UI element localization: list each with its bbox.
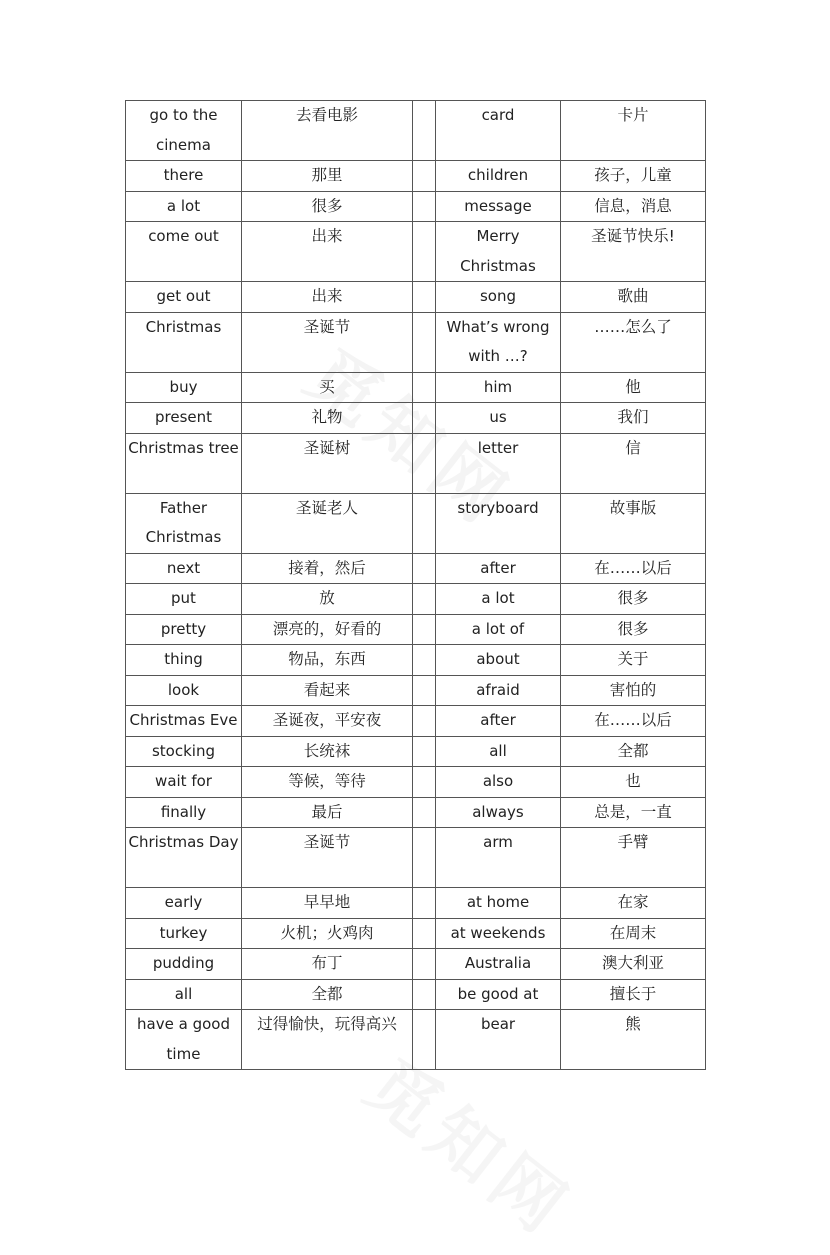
english-word-left: come out	[126, 222, 242, 282]
chinese-meaning-right: 害怕的	[561, 675, 706, 706]
english-word-right: always	[436, 797, 561, 828]
english-word-left: Christmas Day	[126, 828, 242, 888]
spacer-cell	[413, 736, 436, 767]
spacer-cell	[413, 101, 436, 161]
table-row	[126, 493, 706, 553]
english-word-right: message	[436, 191, 561, 222]
english-word-left: present	[126, 403, 242, 434]
chinese-meaning-left: 圣诞节	[242, 828, 413, 888]
chinese-meaning-left: 等候，等待	[242, 767, 413, 798]
english-word-right: Australia	[436, 949, 561, 980]
chinese-meaning-right: 信息，消息	[561, 191, 706, 222]
english-word-right: What’s wrong with …?	[436, 312, 561, 372]
chinese-meaning-right: 在周末	[561, 918, 706, 949]
chinese-meaning-left: 买	[242, 372, 413, 403]
chinese-meaning-right: 信	[561, 433, 706, 493]
spacer-cell	[413, 797, 436, 828]
spacer-cell	[413, 433, 436, 493]
english-word-right: song	[436, 282, 561, 313]
table-row	[126, 1010, 706, 1070]
english-word-right: a lot of	[436, 614, 561, 645]
spacer-cell	[413, 767, 436, 798]
english-word-left: stocking	[126, 736, 242, 767]
table-row	[126, 675, 706, 706]
spacer-cell	[413, 949, 436, 980]
table-row	[126, 101, 706, 161]
table-row	[126, 949, 706, 980]
spacer-cell	[413, 222, 436, 282]
table-row	[126, 767, 706, 798]
spacer-cell	[413, 584, 436, 615]
english-word-left: early	[126, 888, 242, 919]
english-word-left: all	[126, 979, 242, 1010]
chinese-meaning-right: 关于	[561, 645, 706, 676]
table-row	[126, 553, 706, 584]
table-row	[126, 403, 706, 434]
table-row	[126, 372, 706, 403]
chinese-meaning-left: 那里	[242, 161, 413, 192]
spacer-cell	[413, 706, 436, 737]
english-word-right: bear	[436, 1010, 561, 1070]
spacer-cell	[413, 161, 436, 192]
english-word-left: Father Christmas	[126, 493, 242, 553]
english-word-right: at home	[436, 888, 561, 919]
english-word-right: after	[436, 553, 561, 584]
english-word-left: next	[126, 553, 242, 584]
chinese-meaning-right: 澳大利亚	[561, 949, 706, 980]
chinese-meaning-right: 我们	[561, 403, 706, 434]
chinese-meaning-right: 擅长于	[561, 979, 706, 1010]
chinese-meaning-left: 圣诞树	[242, 433, 413, 493]
chinese-meaning-left: 很多	[242, 191, 413, 222]
chinese-meaning-right: 卡片	[561, 101, 706, 161]
chinese-meaning-left: 最后	[242, 797, 413, 828]
chinese-meaning-left: 去看电影	[242, 101, 413, 161]
english-word-right: card	[436, 101, 561, 161]
chinese-meaning-left: 出来	[242, 222, 413, 282]
spacer-cell	[413, 888, 436, 919]
chinese-meaning-left: 布丁	[242, 949, 413, 980]
table-row	[126, 433, 706, 493]
english-word-left: there	[126, 161, 242, 192]
spacer-cell	[413, 918, 436, 949]
table-row	[126, 645, 706, 676]
vocabulary-table	[125, 100, 706, 1070]
chinese-meaning-left: 看起来	[242, 675, 413, 706]
spacer-cell	[413, 553, 436, 584]
english-word-right: afraid	[436, 675, 561, 706]
chinese-meaning-left: 物品，东西	[242, 645, 413, 676]
spacer-cell	[413, 828, 436, 888]
english-word-left: Christmas tree	[126, 433, 242, 493]
vocabulary-table-body	[126, 101, 706, 1070]
chinese-meaning-right: 全都	[561, 736, 706, 767]
english-word-left: a lot	[126, 191, 242, 222]
chinese-meaning-left: 接着，然后	[242, 553, 413, 584]
chinese-meaning-right: 很多	[561, 584, 706, 615]
chinese-meaning-left: 早早地	[242, 888, 413, 919]
chinese-meaning-right: 歌曲	[561, 282, 706, 313]
spacer-cell	[413, 675, 436, 706]
table-row	[126, 161, 706, 192]
chinese-meaning-right: 孩子，儿童	[561, 161, 706, 192]
english-word-right: him	[436, 372, 561, 403]
english-word-right: us	[436, 403, 561, 434]
spacer-cell	[413, 979, 436, 1010]
english-word-left: look	[126, 675, 242, 706]
english-word-left: pretty	[126, 614, 242, 645]
english-word-right: all	[436, 736, 561, 767]
english-word-right: after	[436, 706, 561, 737]
table-row	[126, 312, 706, 372]
spacer-cell	[413, 645, 436, 676]
chinese-meaning-left: 漂亮的，好看的	[242, 614, 413, 645]
english-word-left: go to the cinema	[126, 101, 242, 161]
spacer-cell	[413, 493, 436, 553]
english-word-right: Merry Christmas	[436, 222, 561, 282]
english-word-left: pudding	[126, 949, 242, 980]
english-word-right: letter	[436, 433, 561, 493]
table-row	[126, 979, 706, 1010]
english-word-right: at weekends	[436, 918, 561, 949]
english-word-left: Christmas	[126, 312, 242, 372]
spacer-cell	[413, 372, 436, 403]
chinese-meaning-right: 总是，一直	[561, 797, 706, 828]
chinese-meaning-right: 熊	[561, 1010, 706, 1070]
chinese-meaning-right: ……怎么了	[561, 312, 706, 372]
chinese-meaning-left: 出来	[242, 282, 413, 313]
english-word-left: get out	[126, 282, 242, 313]
chinese-meaning-right: 他	[561, 372, 706, 403]
english-word-right: a lot	[436, 584, 561, 615]
english-word-left: thing	[126, 645, 242, 676]
table-row	[126, 584, 706, 615]
chinese-meaning-right: 在……以后	[561, 553, 706, 584]
english-word-right: be good at	[436, 979, 561, 1010]
table-row	[126, 191, 706, 222]
english-word-left: put	[126, 584, 242, 615]
english-word-right: children	[436, 161, 561, 192]
chinese-meaning-right: 手臂	[561, 828, 706, 888]
chinese-meaning-right: 故事版	[561, 493, 706, 553]
table-row	[126, 797, 706, 828]
table-row	[126, 888, 706, 919]
spacer-cell	[413, 282, 436, 313]
chinese-meaning-left: 过得愉快，玩得高兴	[242, 1010, 413, 1070]
chinese-meaning-right: 也	[561, 767, 706, 798]
table-row	[126, 828, 706, 888]
english-word-left: buy	[126, 372, 242, 403]
table-row	[126, 706, 706, 737]
english-word-left: have a good time	[126, 1010, 242, 1070]
chinese-meaning-right: 在……以后	[561, 706, 706, 737]
chinese-meaning-right: 在家	[561, 888, 706, 919]
chinese-meaning-right: 圣诞节快乐!	[561, 222, 706, 282]
english-word-right: storyboard	[436, 493, 561, 553]
chinese-meaning-left: 圣诞老人	[242, 493, 413, 553]
chinese-meaning-left: 全都	[242, 979, 413, 1010]
spacer-cell	[413, 312, 436, 372]
table-row	[126, 918, 706, 949]
english-word-left: turkey	[126, 918, 242, 949]
chinese-meaning-left: 长统袜	[242, 736, 413, 767]
table-row	[126, 282, 706, 313]
english-word-right: also	[436, 767, 561, 798]
english-word-right: arm	[436, 828, 561, 888]
chinese-meaning-left: 圣诞节	[242, 312, 413, 372]
english-word-left: wait for	[126, 767, 242, 798]
spacer-cell	[413, 191, 436, 222]
english-word-left: Christmas Eve	[126, 706, 242, 737]
spacer-cell	[413, 1010, 436, 1070]
table-row	[126, 614, 706, 645]
chinese-meaning-left: 圣诞夜，平安夜	[242, 706, 413, 737]
english-word-left: finally	[126, 797, 242, 828]
spacer-cell	[413, 614, 436, 645]
chinese-meaning-left: 火机；火鸡肉	[242, 918, 413, 949]
chinese-meaning-left: 礼物	[242, 403, 413, 434]
chinese-meaning-left: 放	[242, 584, 413, 615]
table-row	[126, 736, 706, 767]
chinese-meaning-right: 很多	[561, 614, 706, 645]
english-word-right: about	[436, 645, 561, 676]
table-row	[126, 222, 706, 282]
spacer-cell	[413, 403, 436, 434]
